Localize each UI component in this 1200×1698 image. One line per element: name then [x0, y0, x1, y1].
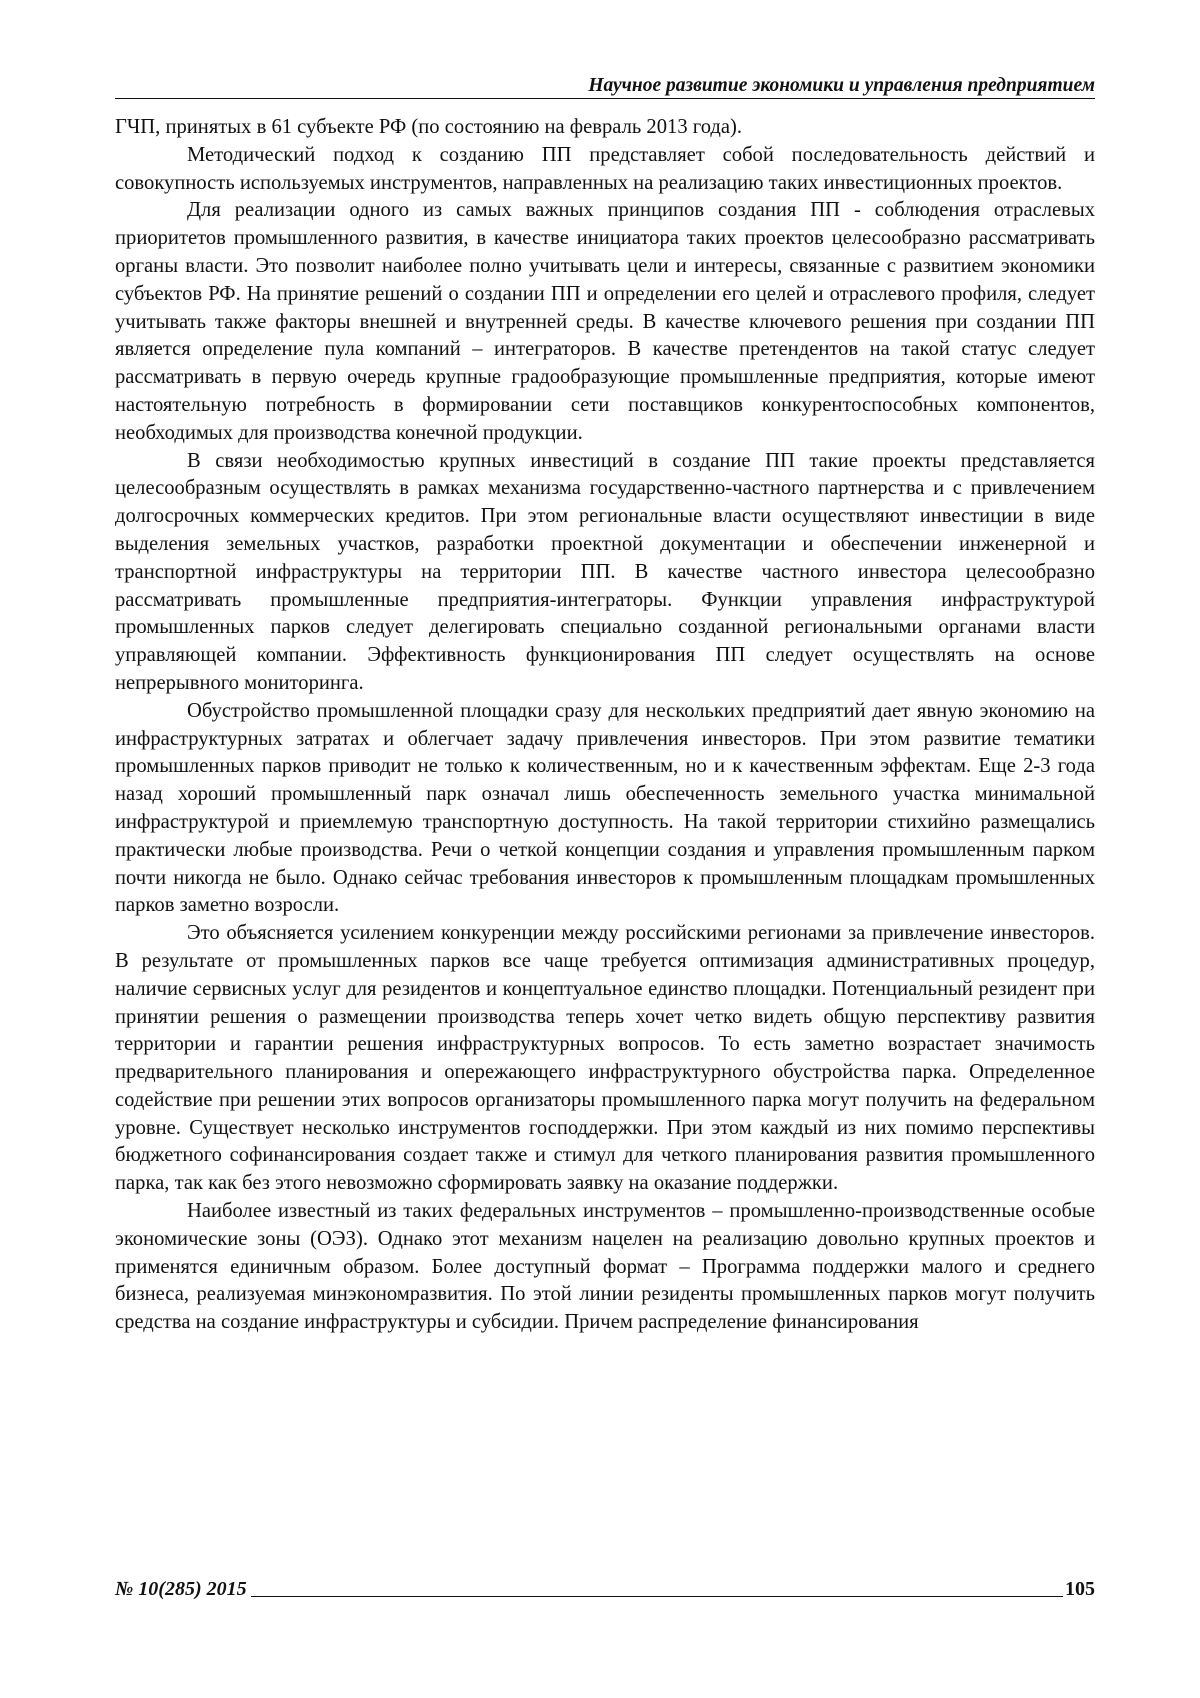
- running-header: [115, 76, 1095, 99]
- article-body: [115, 114, 1095, 1337]
- paragraph: В связи необходимостью крупных инвестиций в создание ПП такие проекты представляется целесообразным осуществлять в рамках механизма государственно-частного партнерства и с привлечением долгосрочных коммерческих кредитов. При этом региональные власти осуществляют инвестиции в виде выделения земельных участков, разработки проектной документации и обеспечении инженерной и транспортной инфраструктуры на территории ПП. В качестве частного инвестора целесообразно рассматривать промышленные предприятия-интеграторы. Функции управления инфраструктурой промышленных парков следует делегировать специально созданной региональными органами власти управляющей компании. Эффективность функционирования ПП следует осуществлять на основе непрерывного мониторинга.: [115, 448, 1095, 698]
- issue-number: № 10(285) 2015: [115, 1578, 247, 1600]
- paragraph-continuation: ГЧП, принятых в 61 субъекте РФ (по состоянию на февраль 2013 года).: [115, 114, 1095, 142]
- running-footer: [115, 1576, 1095, 1600]
- paragraph: Обустройство промышленной площадки сразу для нескольких предприятий дает явную экономию на инфраструктурных затратах и облегчает задачу привлечения инвесторов. При этом развитие тематики промышленных парков приводит не только к количественным, но и к качественным эффектам. Еще 2-3 года назад хороший промышленный парк означал лишь обеспеченность земельного участка минимальной инфраструктурой и приемлемую транспортную доступность. На такой территории стихийно размещались практически любые производства. Речи о четкой концепции создания и управления промышленным парком почти никогда не было. Однако сейчас требования инвесторов к промышленным площадкам промышленных парков заметно возросли.: [115, 698, 1095, 920]
- paragraph: Наиболее известный из таких федеральных инструментов – промышленно-производственные особые экономические зоны (ОЭЗ). Однако этот механизм нацелен на реализацию довольно крупных проектов и применятся единичным образом. Более доступный формат – Программа поддержки малого и среднего бизнеса, реализуемая минэкономразвития. По этой линии резиденты промышленных парков могут получить средства на создание инфраструктуры и субсидии. Причем распределение финансирования: [115, 1198, 1095, 1337]
- paragraph: Для реализации одного из самых важных принципов создания ПП - соблюдения отраслевых приоритетов промышленного развития, в качестве инициатора таких проектов целесообразно рассматривать органы власти. Это позволит наиболее полно учитывать цели и интересы, связанные с развитием экономики субъектов РФ. На принятие решений о создании ПП и определении его целей и отраслевого профиля, следует учитывать также факторы внешней и внутренней среды. В качестве ключевого решения при создании ПП является определение пула компаний – интеграторов. В качестве претендентов на такой статус следует рассматривать в первую очередь крупные градообразующие промышленные предприятия, которые имеют настоятельную потребность в формировании сети поставщиков конкурентоспособных компонентов, необходимых для производства конечной продукции.: [115, 197, 1095, 447]
- journal-title: Научное развитие экономики и управления предприятием: [588, 75, 1095, 96]
- paragraph: Это объясняется усилением конкуренции между российскими регионами за привлечение инвесторов. В результате от промышленных парков все чаще требуется оптимизация административных процедур, наличие сервисных услуг для резидентов и концептуальное единство площадки. Потенциальный резидент при принятии решения о размещении производства теперь хочет четко видеть общую перспективу развития территории и гарантии решения инфраструктурных вопросов. То есть заметно возрастает значимость предварительного планирования и опережающего инфраструктурного обустройства парка. Определенное содействие при решении этих вопросов организаторы промышленного парка могут получить на федеральном уровне. Существует несколько инструментов господдержки. При этом каждый из них помимо перспективы бюджетного софинансирования создает также и стимул для четкого планирования развития промышленного парка, так как без этого невозможно сформировать заявку на оказание поддержки.: [115, 920, 1095, 1198]
- paragraph: Методический подход к созданию ПП представляет собой последовательность действий и совокупность используемых инструментов, направленных на реализацию таких инвестиционных проектов.: [115, 142, 1095, 198]
- footer-rule: [251, 1596, 1063, 1597]
- page-number: 105: [1065, 1578, 1095, 1600]
